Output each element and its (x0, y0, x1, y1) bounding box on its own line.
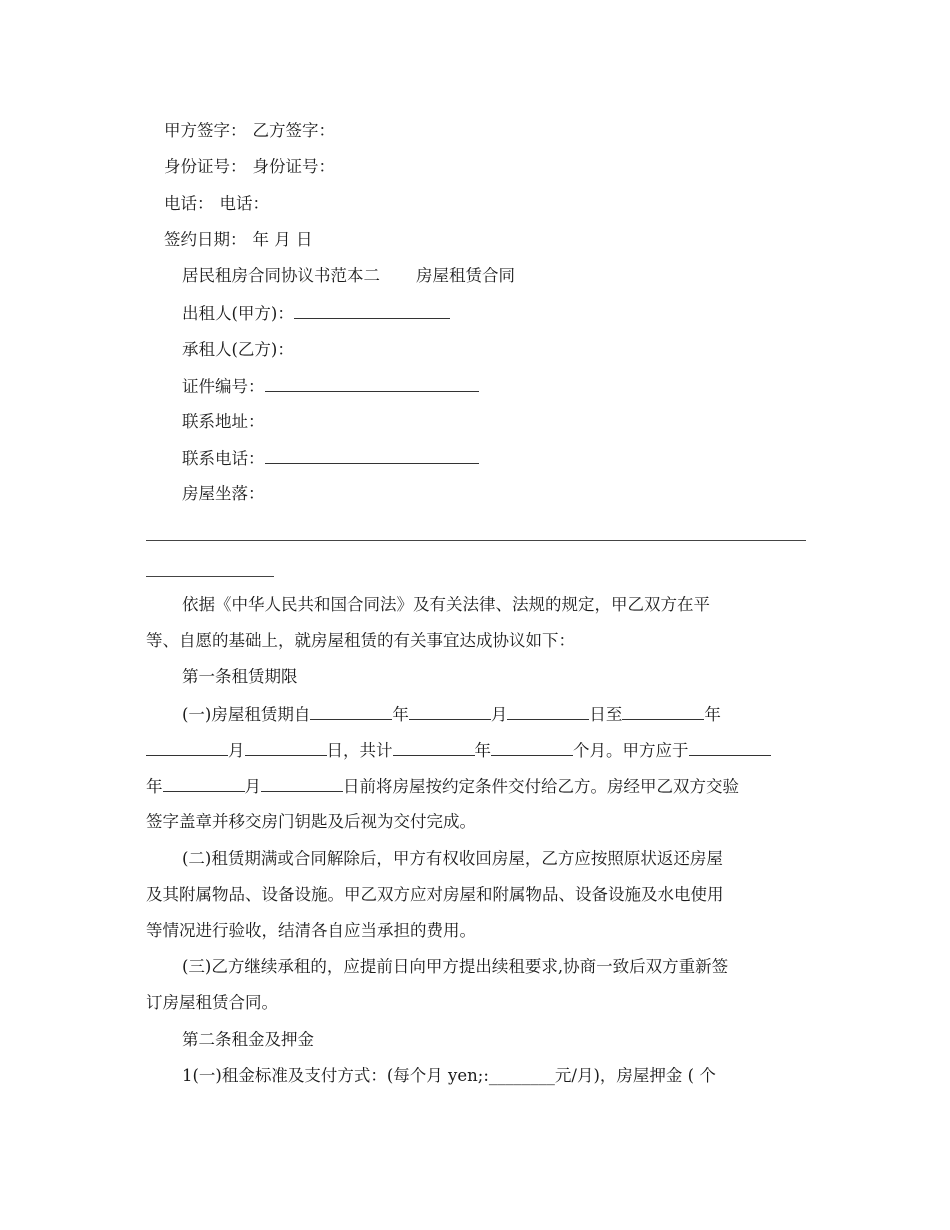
phone-row (164, 193, 269, 215)
address-row (182, 411, 265, 433)
id-row (164, 156, 335, 178)
contract-title: 房屋租赁合同 (416, 266, 515, 285)
sample-title: 居民租房合同协议书范本二 (182, 266, 380, 285)
article1-c2-line2: 及其附属物品、设备设施。甲乙双方应对房屋和附属物品、设备设施及水电使用 (146, 885, 724, 904)
party-a-phone-label: 电话： (164, 194, 214, 213)
c1-year: 年 (146, 777, 163, 796)
cert-label: 证件编号： (182, 377, 265, 396)
c1-rest: 日前将房屋按约定条件交付给乙方。房经甲乙双方交验 (343, 777, 739, 796)
c1-text: (一)房屋租赁期自 (182, 705, 311, 724)
blank (146, 739, 228, 756)
article1-c2-line1: (二)租赁期满或合同解除后，甲方有权收回房屋，乙方应按照原状返还房屋 (182, 849, 723, 868)
blank (163, 775, 245, 792)
article2-line1 (182, 1065, 716, 1087)
article1-c3-line1: (三)乙方继续承租的，应提前日向甲方提出续租要求,协商一致后双方重新签 (182, 957, 729, 976)
article1-title: 第一条租赁期限 (182, 667, 298, 686)
c1-year: 年 (392, 705, 409, 724)
article1-c1-line4: 签字盖章并移交房门钥匙及后视为交付完成。 (146, 812, 476, 831)
cert-row (182, 375, 479, 398)
location-fill-line (146, 540, 806, 541)
article1-c1-line2 (146, 739, 771, 762)
party-a-id-label: 身份证号： (164, 157, 247, 176)
lessor-blank (294, 302, 450, 319)
title-row (182, 265, 515, 287)
location-label: 房屋坐落： (182, 484, 265, 503)
c1-month: 月 (228, 741, 245, 760)
location-fill-line-short (146, 576, 274, 577)
preamble-line-2: 等、自愿的基础上，就房屋租赁的有关事宜达成协议如下： (146, 631, 575, 650)
c1-month: 月 (244, 777, 261, 796)
blank (261, 775, 343, 792)
c1-day-to: 日至 (589, 705, 623, 724)
blank (409, 703, 491, 720)
blank (393, 739, 475, 756)
lessor-label: 出租人(甲方)： (182, 304, 294, 323)
c1-year: 年 (704, 705, 721, 724)
article1-c3-line2: 订房屋租赁合同。 (146, 993, 278, 1012)
signature-row (164, 120, 335, 142)
cert-blank (265, 375, 479, 392)
party-b-id-label: 身份证号： (252, 157, 335, 176)
address-label: 联系地址： (182, 412, 265, 431)
party-b-sign-label: 乙方签字： (252, 121, 335, 140)
article2-title: 第二条租金及押金 (182, 1030, 314, 1049)
blank (245, 739, 327, 756)
blank (507, 703, 589, 720)
blank (622, 703, 704, 720)
rent-blank: ________ (488, 1066, 555, 1085)
c1-year: 年 (474, 741, 491, 760)
c1-day-total: 日，共计 (326, 741, 393, 760)
c1-month: 月 (490, 705, 508, 724)
article1-c1-line3 (146, 775, 739, 798)
contact-phone-blank (265, 447, 479, 464)
article1-c1-line1 (182, 703, 721, 726)
contact-phone-row (182, 447, 479, 470)
party-b-phone-label: 电话： (219, 194, 269, 213)
lessee-row (182, 339, 294, 361)
c1-months: 个月。甲方应于 (573, 741, 689, 760)
lessor-row (182, 302, 450, 325)
contact-phone-label: 联系电话： (182, 449, 265, 468)
lessee-label: 承租人(乙方)： (182, 340, 294, 359)
preamble-line-1: 依据《中华人民共和国合同法》及有关法律、法规的规定，甲乙双方在平 (182, 595, 710, 614)
location-row (182, 483, 265, 505)
blank (491, 739, 573, 756)
rent-standard-text: 1(一)租金标准及支付方式：(每个月 yen;: (182, 1066, 489, 1085)
article1-c2-line3: 等情况进行验收，结清各自应当承担的费用。 (146, 921, 476, 940)
sign-date-row (164, 229, 313, 251)
party-a-sign-label: 甲方签字： (164, 121, 247, 140)
blank (689, 739, 771, 756)
blank (310, 703, 392, 720)
sign-date-label: 签约日期： (164, 230, 247, 249)
rent-deposit-text: 元/月)，房屋押金 ( 个 (554, 1066, 716, 1085)
sign-date-fill: 年 月 日 (252, 230, 313, 249)
